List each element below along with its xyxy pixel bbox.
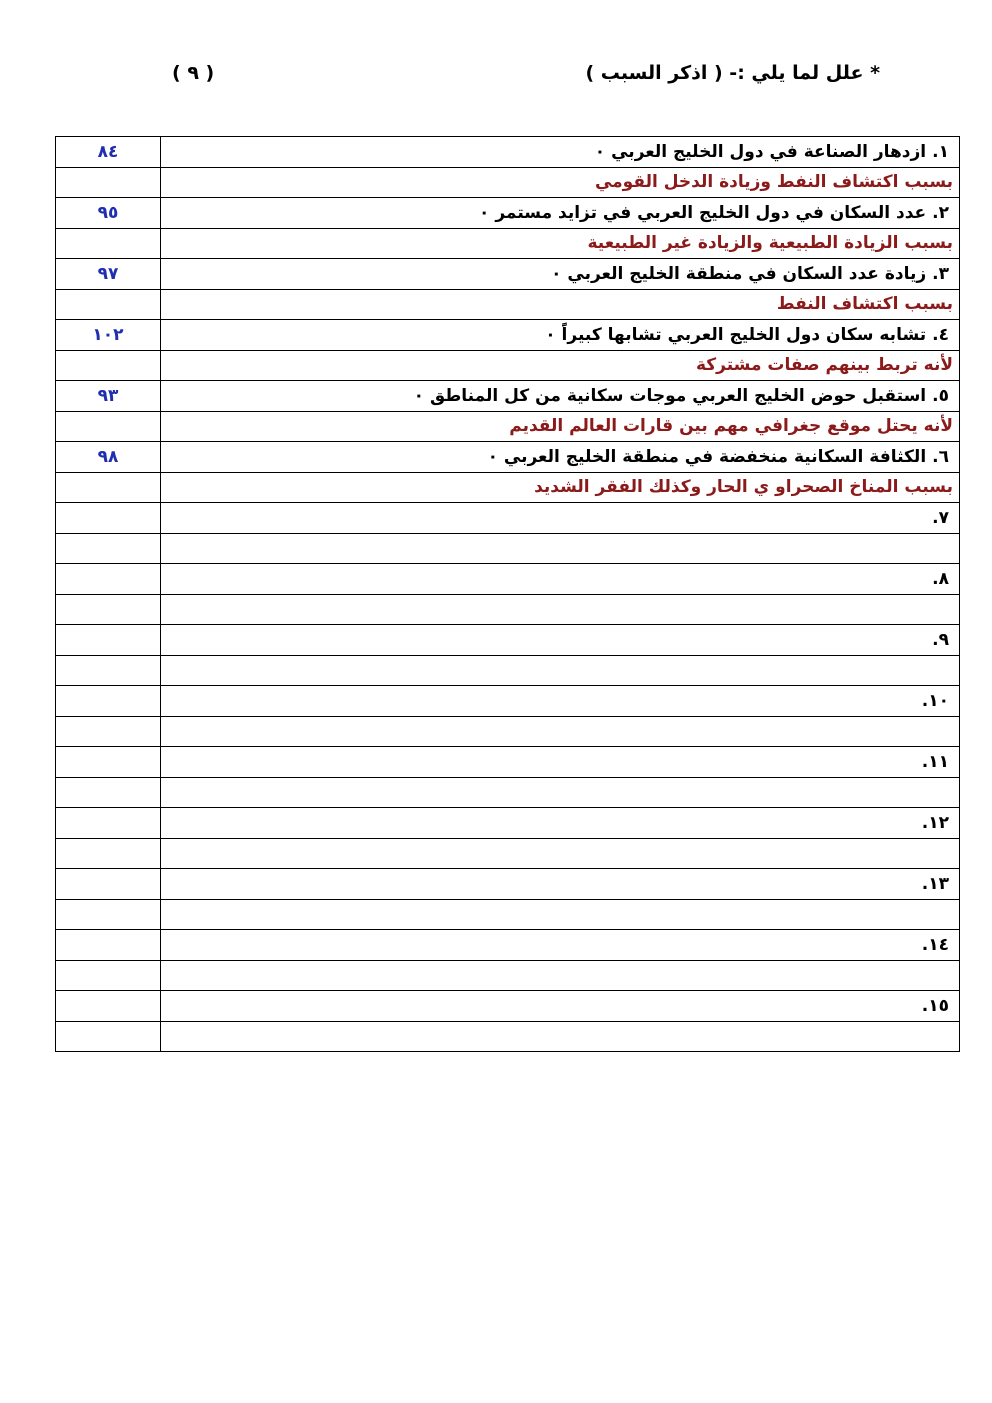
page-reference: ٩٧ bbox=[56, 259, 161, 290]
question-text: عدد السكان في دول الخليج العربي في تزايد مستمر ٠ bbox=[479, 202, 927, 223]
answer-page-cell bbox=[56, 655, 161, 686]
answer-text bbox=[161, 655, 960, 686]
answer-text bbox=[161, 777, 960, 808]
question-cell bbox=[161, 869, 960, 900]
page-reference: ٩٥ bbox=[56, 198, 161, 229]
question-text: الكثافة السكانية منخفضة في منطقة الخليج العربي ٠ bbox=[487, 446, 927, 467]
question-cell bbox=[161, 686, 960, 717]
question-cell bbox=[161, 930, 960, 961]
question-row bbox=[56, 686, 960, 717]
question-cell bbox=[161, 137, 960, 168]
answer-page-cell bbox=[56, 716, 161, 747]
question-cell bbox=[161, 381, 960, 412]
answer-page-cell bbox=[56, 594, 161, 625]
answer-text: بسبب اكتشاف النفط وزيادة الدخل القومي bbox=[161, 167, 960, 198]
question-text: ازدهار الصناعة في دول الخليج العربي ٠ bbox=[594, 141, 927, 162]
page-reference: ٩٨ bbox=[56, 442, 161, 473]
question-row bbox=[56, 198, 960, 229]
question-row bbox=[56, 137, 960, 168]
answer-page-cell bbox=[56, 960, 161, 991]
answer-page-cell bbox=[56, 899, 161, 930]
question-text: استقبل حوض الخليج العربي موجات سكانية من كل المناطق ٠ bbox=[413, 385, 927, 406]
answer-page-cell bbox=[56, 533, 161, 564]
page-reference: ٩٣ bbox=[56, 381, 161, 412]
question-row bbox=[56, 259, 960, 290]
question-row bbox=[56, 442, 960, 473]
answer-text bbox=[161, 960, 960, 991]
page-reference bbox=[56, 686, 161, 717]
question-row bbox=[56, 808, 960, 839]
question-number: ٩. bbox=[932, 629, 949, 650]
answer-text bbox=[161, 899, 960, 930]
page-number: ( ٩ ) bbox=[172, 62, 215, 84]
worksheet-title: * علل لما يلي :- ( اذكر السبب ) bbox=[585, 62, 880, 84]
answer-row bbox=[56, 655, 960, 686]
question-number: ٦. bbox=[932, 446, 949, 467]
question-cell bbox=[161, 259, 960, 290]
answer-page-cell bbox=[56, 472, 161, 503]
question-cell bbox=[161, 625, 960, 656]
answer-text bbox=[161, 838, 960, 869]
question-cell bbox=[161, 503, 960, 534]
answer-text bbox=[161, 716, 960, 747]
question-cell bbox=[161, 808, 960, 839]
question-number: ١. bbox=[932, 141, 949, 162]
answer-text bbox=[161, 1021, 960, 1052]
question-row bbox=[56, 320, 960, 351]
question-row bbox=[56, 503, 960, 534]
question-number: ٣. bbox=[932, 263, 949, 284]
answer-page-cell bbox=[56, 289, 161, 320]
page-reference bbox=[56, 930, 161, 961]
question-text: تشابه سكان دول الخليج العربي تشابها كبيراًَ ٠ bbox=[545, 324, 927, 345]
answer-row bbox=[56, 594, 960, 625]
question-row bbox=[56, 625, 960, 656]
question-row bbox=[56, 991, 960, 1022]
answer-page-cell bbox=[56, 350, 161, 381]
question-cell bbox=[161, 320, 960, 351]
question-row bbox=[56, 869, 960, 900]
page-reference bbox=[56, 747, 161, 778]
question-row bbox=[56, 381, 960, 412]
page-reference: ٨٤ bbox=[56, 137, 161, 168]
answer-row bbox=[56, 533, 960, 564]
question-number: ١٢. bbox=[921, 812, 949, 833]
question-number: ٨. bbox=[932, 568, 949, 589]
answer-page-cell bbox=[56, 411, 161, 442]
answer-row bbox=[56, 228, 960, 259]
answer-text: بسبب المناخ الصحراو ي الحار وكذلك الفقر الشديد bbox=[161, 472, 960, 503]
question-cell bbox=[161, 564, 960, 595]
questions-table-body bbox=[56, 137, 960, 1052]
answer-row bbox=[56, 899, 960, 930]
page-reference: ١٠٢ bbox=[56, 320, 161, 351]
question-row bbox=[56, 564, 960, 595]
answer-row bbox=[56, 1021, 960, 1052]
answer-row bbox=[56, 777, 960, 808]
page-reference bbox=[56, 808, 161, 839]
page-reference bbox=[56, 564, 161, 595]
question-number: ٤. bbox=[932, 324, 949, 345]
answer-row bbox=[56, 716, 960, 747]
answer-page-cell bbox=[56, 1021, 161, 1052]
question-cell bbox=[161, 991, 960, 1022]
question-cell bbox=[161, 747, 960, 778]
page-reference bbox=[56, 991, 161, 1022]
answer-row bbox=[56, 838, 960, 869]
answer-page-cell bbox=[56, 167, 161, 198]
answer-page-cell bbox=[56, 228, 161, 259]
question-number: ١١. bbox=[921, 751, 949, 772]
answer-text: بسبب اكتشاف النفط bbox=[161, 289, 960, 320]
questions-table bbox=[55, 136, 960, 1052]
page-reference bbox=[56, 503, 161, 534]
question-number: ١٠. bbox=[921, 690, 949, 711]
question-number: ٥. bbox=[932, 385, 949, 406]
question-cell bbox=[161, 442, 960, 473]
answer-page-cell bbox=[56, 777, 161, 808]
answer-text: لأنه يحتل موقع جغرافي مهم بين قارات العالم القديم bbox=[161, 411, 960, 442]
answer-text: لأنه تربط بينهم صفات مشتركة bbox=[161, 350, 960, 381]
page-reference bbox=[56, 869, 161, 900]
question-cell bbox=[161, 198, 960, 229]
question-number: ٧. bbox=[932, 507, 949, 528]
answer-row bbox=[56, 960, 960, 991]
question-row bbox=[56, 747, 960, 778]
question-number: ١٣. bbox=[921, 873, 949, 894]
answer-row bbox=[56, 289, 960, 320]
answer-row bbox=[56, 167, 960, 198]
answer-text bbox=[161, 594, 960, 625]
answer-row bbox=[56, 472, 960, 503]
question-number: ١٥. bbox=[921, 995, 949, 1016]
answer-text: بسبب الزيادة الطبيعية والزيادة غير الطبيعية bbox=[161, 228, 960, 259]
page-reference bbox=[56, 625, 161, 656]
answer-row bbox=[56, 411, 960, 442]
answer-text bbox=[161, 533, 960, 564]
answer-page-cell bbox=[56, 838, 161, 869]
question-number: ١٤. bbox=[921, 934, 949, 955]
question-text: زيادة عدد السكان في منطقة الخليج العربي ٠ bbox=[551, 263, 927, 284]
answer-row bbox=[56, 350, 960, 381]
question-number: ٢. bbox=[932, 202, 949, 223]
question-row bbox=[56, 930, 960, 961]
